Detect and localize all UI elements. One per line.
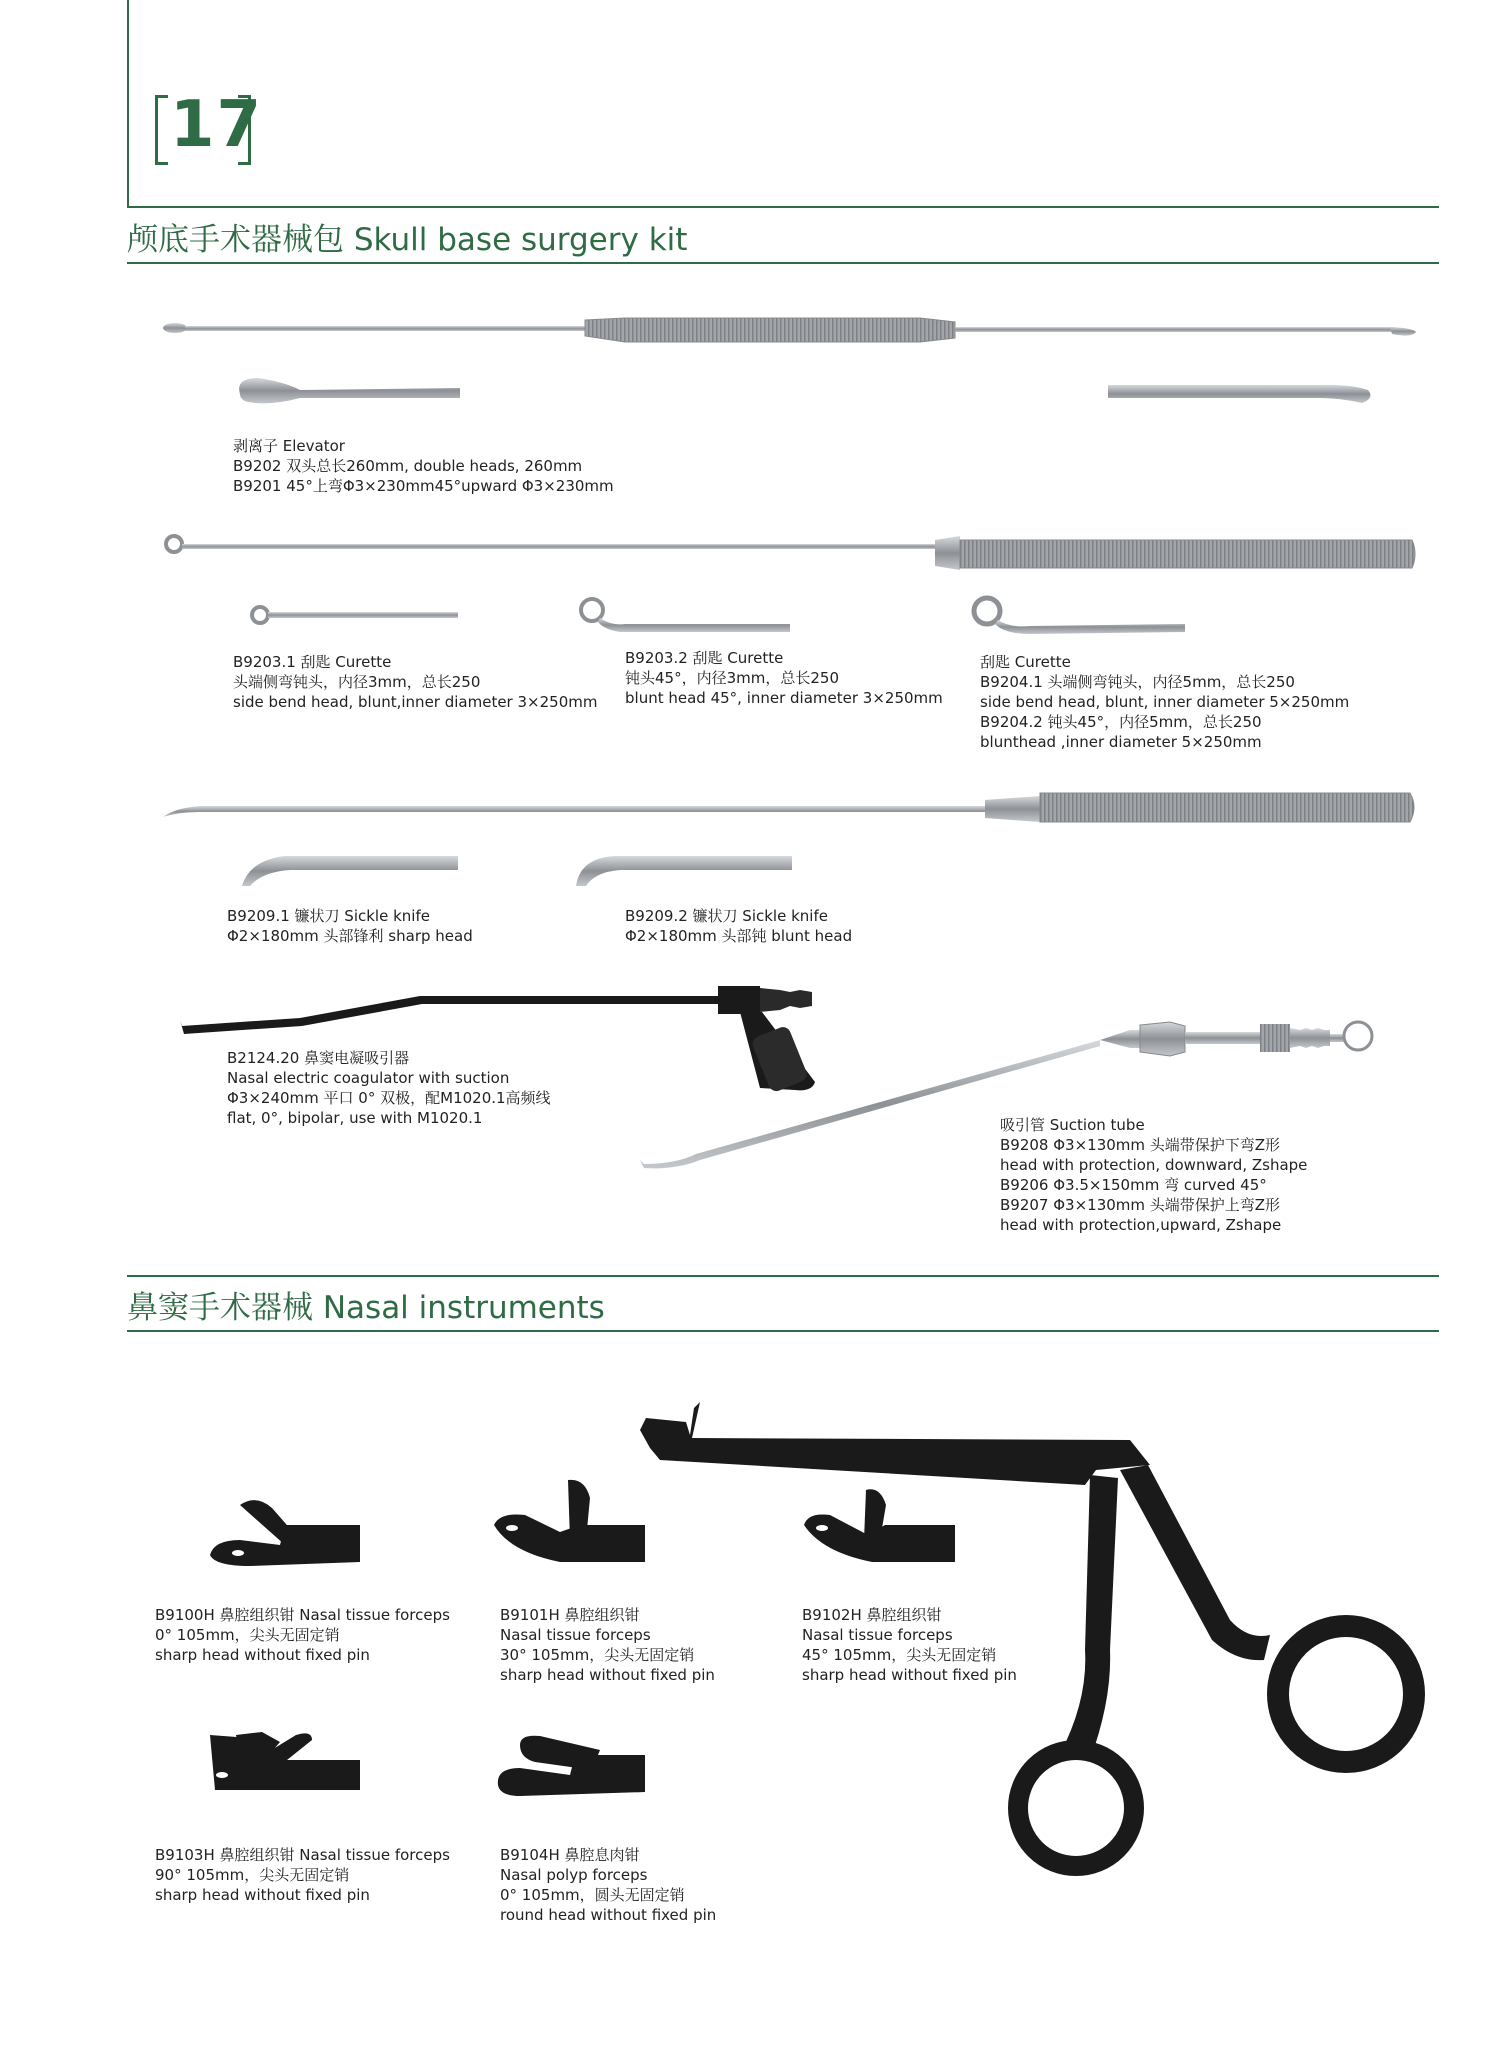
caption-line: blunt head 45°, inner diameter 3×250mm bbox=[625, 689, 943, 707]
caption-line: B9100H 鼻腔组织钳 Nasal tissue forceps bbox=[155, 1606, 450, 1624]
caption-line: blunthead ,inner diameter 5×250mm bbox=[980, 733, 1262, 751]
elevator-tip-detail-right bbox=[1108, 385, 1370, 403]
section-title-skull-base: 颅底手术器械包 Skull base surgery kit bbox=[127, 222, 688, 258]
caption-elevator bbox=[233, 436, 614, 496]
caption-line: 头端侧弯钝头，内径3mm，总长250 bbox=[233, 673, 481, 691]
caption-line: B9201 45°上弯Φ3×230mm45°upward Φ3×230mm bbox=[233, 477, 614, 495]
caption-line: sharp head without fixed pin bbox=[802, 1666, 1017, 1684]
caption-line: Φ3×240mm 平口 0° 双极，配M1020.1高频线 bbox=[227, 1089, 551, 1107]
caption-line: B9101H 鼻腔组织钳 bbox=[500, 1606, 640, 1624]
caption-line: B9203.2 刮匙 Curette bbox=[625, 649, 784, 667]
forceps-9103h-image bbox=[210, 1732, 360, 1790]
caption-coagulator bbox=[227, 1048, 551, 1128]
caption-line: 吸引管 Suction tube bbox=[1000, 1116, 1145, 1134]
caption-line: Nasal tissue forceps bbox=[802, 1626, 953, 1644]
caption-suction-tube bbox=[1000, 1115, 1307, 1235]
forceps-9102h-image bbox=[804, 1489, 955, 1562]
caption-forceps-9100h bbox=[155, 1605, 450, 1665]
caption-line: Φ2×180mm 头部锋利 sharp head bbox=[227, 927, 473, 945]
sickle-knife-9209-2-tip bbox=[576, 856, 792, 886]
sickle-knife-full-image bbox=[163, 793, 1414, 822]
caption-line: B2124.20 鼻窦电凝吸引器 bbox=[227, 1049, 410, 1067]
page-number: 17 bbox=[170, 88, 264, 162]
sickle-knife-9209-1-tip bbox=[242, 856, 458, 886]
caption-line: flat, 0°, bipolar, use with M1020.1 bbox=[227, 1109, 483, 1127]
section-title-nasal: 鼻窦手术器械 Nasal instruments bbox=[127, 1290, 605, 1326]
caption-line: 30° 105mm，尖头无固定销 bbox=[500, 1646, 695, 1664]
caption-line: B9206 Φ3.5×150mm 弯 curved 45° bbox=[1000, 1176, 1267, 1194]
caption-line: B9203.1 刮匙 Curette bbox=[233, 653, 392, 671]
curette-full-image bbox=[166, 536, 1415, 570]
caption-curette-9204 bbox=[980, 652, 1349, 752]
caption-line: B9208 Φ3×130mm 头端带保护下弯Z形 bbox=[1000, 1136, 1281, 1154]
caption-line: Φ2×180mm 头部钝 blunt head bbox=[625, 927, 853, 945]
caption-line: 钝头45°，内径3mm，总长250 bbox=[625, 669, 839, 687]
caption-forceps-9102h bbox=[802, 1605, 1017, 1685]
caption-line: Nasal electric coagulator with suction bbox=[227, 1069, 510, 1087]
elevator-tip-detail-left bbox=[239, 378, 460, 403]
caption-line: 刮匙 Curette bbox=[980, 653, 1071, 671]
caption-line: sharp head without fixed pin bbox=[155, 1886, 370, 1904]
elevator-full-image bbox=[163, 318, 1416, 342]
caption-line: 45° 105mm，尖头无固定销 bbox=[802, 1646, 997, 1664]
caption-line: B9204.1 头端侧弯钝头，内径5mm，总长250 bbox=[980, 673, 1295, 691]
caption-line: 90° 105mm，尖头无固定销 bbox=[155, 1866, 350, 1884]
caption-curette-9203-2 bbox=[625, 648, 943, 708]
caption-line: B9104H 鼻腔息肉钳 bbox=[500, 1846, 640, 1864]
caption-line: 0° 105mm，圆头无固定销 bbox=[500, 1886, 685, 1904]
caption-line: B9207 Φ3×130mm 头端带保护上弯Z形 bbox=[1000, 1196, 1281, 1214]
caption-line: B9209.1 镰状刀 Sickle knife bbox=[227, 907, 430, 925]
forceps-9100h-image bbox=[210, 1500, 360, 1566]
forceps-9101h-image bbox=[494, 1480, 645, 1562]
caption-line: B9103H 鼻腔组织钳 Nasal tissue forceps bbox=[155, 1846, 450, 1864]
caption-line: sharp head without fixed pin bbox=[500, 1666, 715, 1684]
caption-line: head with protection,upward, Zshape bbox=[1000, 1216, 1282, 1234]
caption-forceps-9101h bbox=[500, 1605, 715, 1685]
caption-line: Nasal tissue forceps bbox=[500, 1626, 651, 1644]
caption-sickle-9209-2 bbox=[625, 906, 852, 946]
caption-line: Nasal polyp forceps bbox=[500, 1866, 648, 1884]
forceps-9104h-image bbox=[498, 1736, 645, 1796]
large-forceps-image bbox=[640, 1402, 1414, 1866]
caption-line: 剥离子 Elevator bbox=[233, 437, 345, 455]
caption-line: sharp head without fixed pin bbox=[155, 1646, 370, 1664]
caption-line: B9202 双头总长260mm, double heads, 260mm bbox=[233, 457, 583, 475]
curette-9204-tip bbox=[974, 598, 1185, 634]
caption-sickle-9209-1 bbox=[227, 906, 473, 946]
curette-9203-1-tip bbox=[252, 607, 458, 623]
caption-forceps-9104h bbox=[500, 1845, 716, 1925]
caption-line: side bend head, blunt,inner diameter 3×250mm bbox=[233, 693, 598, 711]
caption-line: B9209.2 镰状刀 Sickle knife bbox=[625, 907, 828, 925]
caption-line: 0° 105mm，尖头无固定销 bbox=[155, 1626, 340, 1644]
caption-line: head with protection, downward, Zshape bbox=[1000, 1156, 1308, 1174]
caption-curette-9203-1 bbox=[233, 652, 597, 712]
caption-line: round head without fixed pin bbox=[500, 1906, 717, 1924]
caption-line: side bend head, blunt, inner diameter 5×250mm bbox=[980, 693, 1350, 711]
curette-9203-2-tip bbox=[581, 599, 790, 632]
caption-line: B9102H 鼻腔组织钳 bbox=[802, 1606, 942, 1624]
caption-forceps-9103h bbox=[155, 1845, 450, 1905]
caption-line: B9204.2 钝头45°，内径5mm，总长250 bbox=[980, 713, 1262, 731]
